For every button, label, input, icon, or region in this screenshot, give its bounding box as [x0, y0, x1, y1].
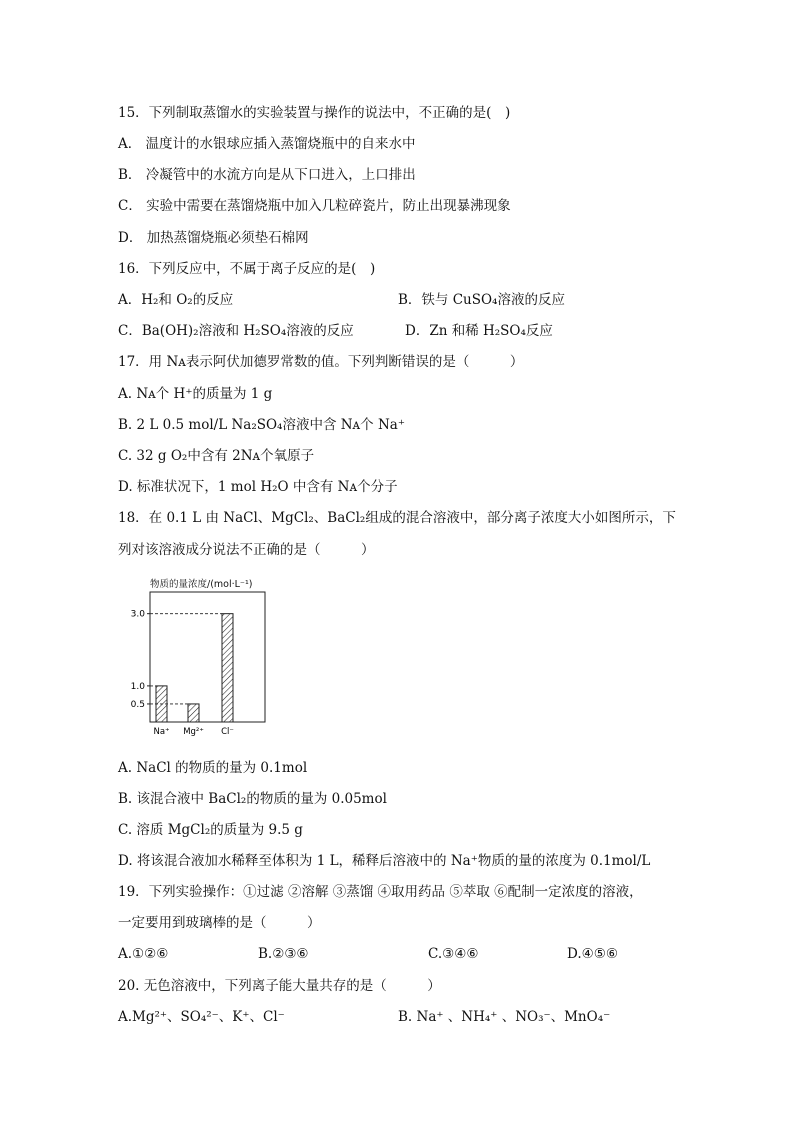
q16-option-a: A．H₂和 O₂的反应 — [118, 292, 234, 308]
x-tick-label: Cl⁻ — [221, 727, 234, 737]
q19-option-c: C.③④⑥ — [428, 946, 479, 962]
q19-option-d: D.④⑤⑥ — [567, 946, 618, 962]
q16-option-c: C．Ba(OH)₂溶液和 H₂SO₄溶液的反应 — [118, 323, 354, 339]
y-tick-label: 0.5 — [130, 699, 145, 710]
q18-option-c: C. 溶质 MgCl₂的质量为 9.5 g — [118, 822, 303, 838]
q16-option-b: B．铁与 CuSO₄溶液的反应 — [398, 292, 565, 308]
q17-option-a: A. Nᴀ个 H⁺的质量为 1 g — [118, 386, 273, 402]
concentration-bar-chart — [128, 574, 278, 742]
bar-1 — [188, 704, 199, 722]
bar-2 — [222, 614, 233, 722]
q19-option-b: B.②③⑥ — [258, 946, 309, 962]
y-tick-label: 3.0 — [130, 609, 145, 620]
q17-stem: 17．用 Nᴀ表示阿伏加德罗常数的值。下列判断错误的是（ ） — [118, 354, 524, 370]
q18-option-b: B. 该混合液中 BaCl₂的物质的量为 0.05mol — [118, 791, 387, 807]
q16-option-d: D．Zn 和稀 H₂SO₄反应 — [405, 323, 553, 339]
q20-option-a: A.Mg²⁺、SO₄²⁻、K⁺、Cl⁻ — [118, 1009, 285, 1025]
q15-option-d: D． 加热蒸馏烧瓶必须垫石棉网 — [118, 230, 309, 246]
q20-option-b: B. Na⁺ 、NH₄⁺ 、NO₃⁻、MnO₄⁻ — [398, 1009, 611, 1025]
y-tick-label: 1.0 — [130, 681, 145, 692]
q19-stem-line1: 19．下列实验操作：①过滤 ②溶解 ③蒸馏 ④取用药品 ⑤萃取 ⑥配制一定浓度的溶液， — [118, 884, 643, 900]
q15-option-b: B． 冷凝管中的水流方向是从下口进入，上口排出 — [118, 167, 416, 183]
q19-stem-line2: 一定要用到玻璃棒的是（ ） — [118, 915, 321, 931]
q15-option-c: C． 实验中需要在蒸馏烧瓶中加入几粒碎瓷片，防止出现暴沸现象 — [118, 198, 511, 214]
q15-stem: 15．下列制取蒸馏水的实验装置与操作的说法中，不正确的是( ) — [118, 105, 511, 121]
q17-option-c: C. 32 g O₂中含有 2Nᴀ个氧原子 — [118, 448, 315, 464]
q17-option-d: D. 标准状况下，1 mol H₂O 中含有 Nᴀ个分子 — [118, 479, 398, 495]
q18-stem-line2: 列对该溶液成分说法不正确的是（ ） — [118, 542, 375, 558]
x-tick-label: Na⁺ — [153, 727, 170, 737]
chart-title: 物质的量浓度/(mol·L⁻¹) — [150, 579, 253, 590]
x-tick-label: Mg²⁺ — [183, 727, 204, 737]
q18-option-a: A. NaCl 的物质的量为 0.1mol — [118, 760, 308, 776]
q15-option-a: A． 温度计的水银球应插入蒸馏烧瓶中的自来水中 — [118, 136, 416, 152]
q19-option-a: A.①②⑥ — [118, 946, 169, 962]
q20-stem: 20. 无色溶液中，下列离子能大量共存的是（ ） — [118, 978, 441, 994]
q18-stem-line1: 18．在 0.1 L 由 NaCl、MgCl₂、BaCl₂组成的混合溶液中，部分离子浓度大小如图所示，下 — [118, 510, 676, 526]
q17-option-b: B. 2 L 0.5 mol/L Na₂SO₄溶液中含 Nᴀ个 Na⁺ — [118, 417, 405, 433]
q18-option-d: D. 将该混合液加水稀释至体积为 1 L，稀释后溶液中的 Na⁺物质的量的浓度为 0.1mol/L — [118, 853, 651, 869]
q16-stem: 16．下列反应中，不属于离子反应的是( ) — [118, 261, 376, 277]
